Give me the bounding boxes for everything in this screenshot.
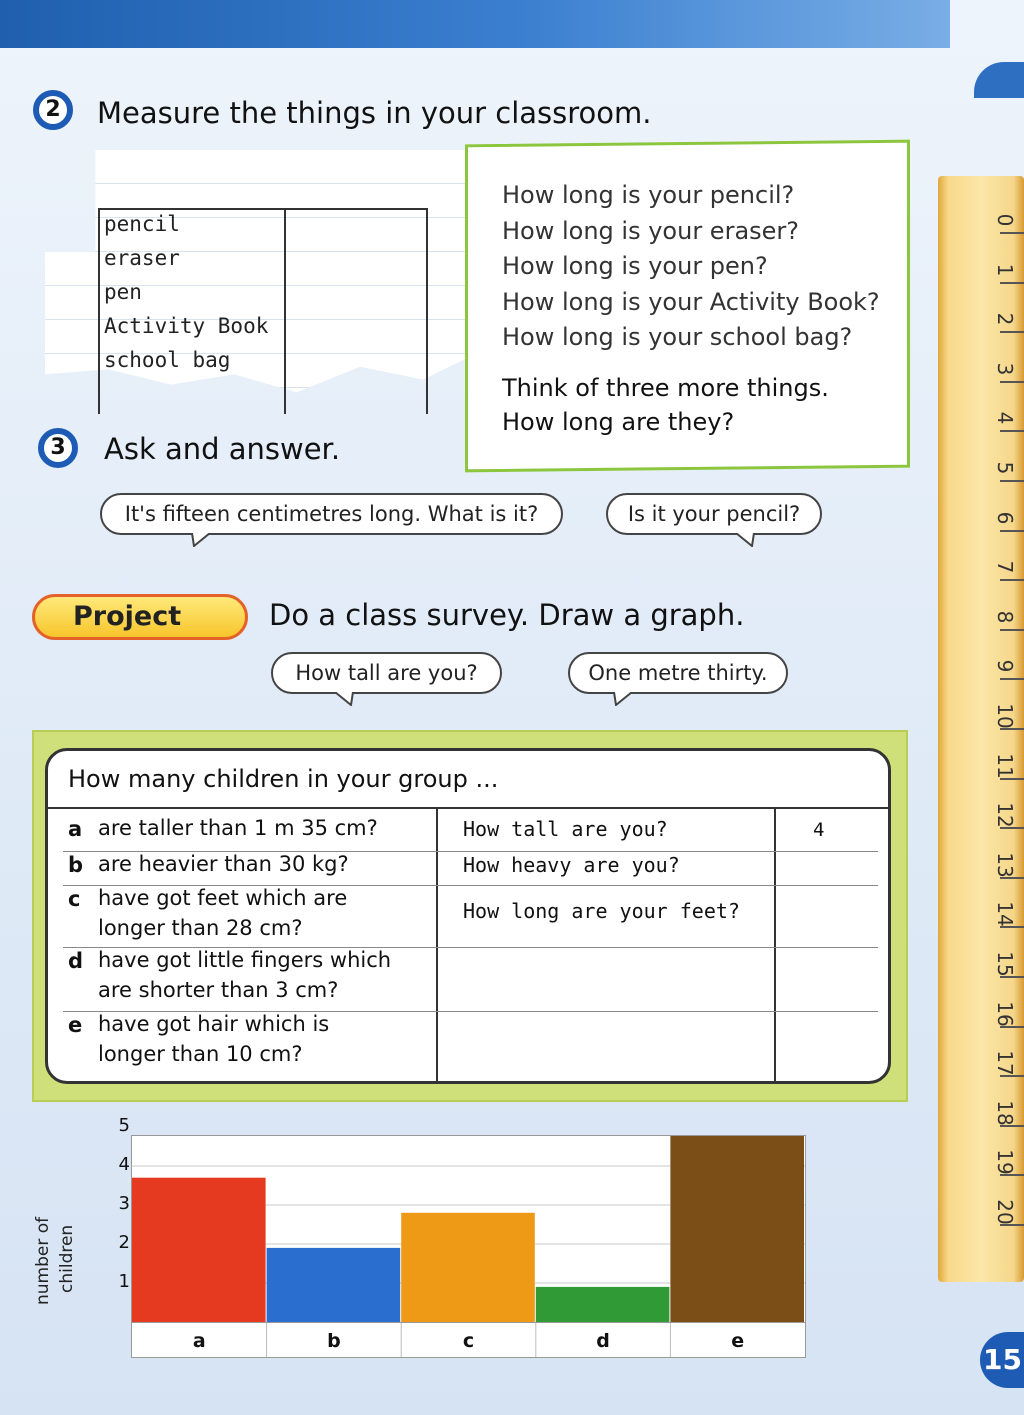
survey-row-letter: e [68, 1013, 83, 1037]
ruler-tick [1000, 282, 1024, 284]
bar-b [267, 1248, 401, 1322]
question-line: How long is your eraser? [502, 216, 800, 245]
ruler-number: 6 [993, 511, 1017, 524]
ruler-number: 19 [993, 1149, 1017, 1176]
speech-bubble-question [100, 493, 563, 535]
ruler-tick [1000, 1174, 1024, 1176]
measure-table [98, 208, 428, 414]
ruler-tick [1000, 629, 1024, 631]
graph-y-axis-label [28, 1185, 86, 1305]
ruler-number: 10 [993, 703, 1017, 729]
measure-item: school bag [104, 348, 231, 372]
bar-c [401, 1213, 535, 1322]
bar-e [670, 1136, 804, 1322]
measure-item: eraser [104, 246, 180, 270]
y-tick-label: 2 [118, 1232, 130, 1253]
ruler-tick [1000, 1125, 1024, 1127]
ruler-number: 4 [993, 412, 1017, 425]
ruler-number: 20 [993, 1199, 1017, 1225]
survey-row-letter: a [68, 817, 83, 841]
ruler-number: 1 [993, 263, 1017, 276]
top-banner [0, 0, 950, 48]
ruler-number: 15 [993, 951, 1017, 977]
graph-category-row [131, 1322, 806, 1358]
survey-table [45, 748, 891, 1084]
survey-row-question: are shorter than 3 cm? [98, 978, 339, 1002]
ruler-number: 13 [993, 852, 1017, 878]
graph-y-axis-label-line-2: children [57, 1224, 77, 1293]
survey-row-ask: How tall are you? [463, 817, 668, 841]
survey-header-line [48, 807, 888, 809]
ruler-tick [1000, 1224, 1024, 1226]
speech-bubble-answer-text: Is it your pencil? [627, 502, 801, 526]
survey-title: How many children in your group ... [68, 765, 499, 793]
survey-row-ask: How long are your feet? [463, 899, 740, 923]
y-tick-label: 5 [118, 1115, 130, 1136]
category-label: b [327, 1330, 341, 1352]
ruler-tick [1000, 728, 1024, 730]
ruler-number: 11 [993, 752, 1017, 779]
y-tick-label: 4 [118, 1154, 130, 1175]
bar-graph [131, 1135, 806, 1323]
survey-row-letter: d [68, 949, 84, 973]
project-text: Do a class survey. Draw a graph. [269, 598, 745, 632]
survey-row-question: are heavier than 30 kg? [98, 852, 349, 876]
survey-column-divider [436, 807, 438, 1081]
question-line: How long is your Activity Book? [502, 287, 880, 316]
section-3-title: Ask and answer. [104, 432, 341, 466]
ruler-tick [1000, 1075, 1024, 1077]
category-label: a [192, 1330, 206, 1352]
survey-row-question: longer than 10 cm? [98, 1042, 303, 1066]
ruler-number: 12 [993, 802, 1017, 828]
measure-table-divider [284, 210, 286, 414]
ruler-tick [1000, 1026, 1024, 1028]
ruler-number: 16 [993, 1000, 1017, 1027]
survey-row-letter: c [68, 887, 81, 911]
ruler-number: 2 [993, 312, 1017, 326]
ruler-tick [1000, 480, 1024, 482]
survey-row-question: longer than 28 cm? [98, 916, 303, 940]
ruler-tick [1000, 827, 1024, 829]
speech-bubble-question-text: It's fifteen centimetres long. What is it? [124, 502, 539, 526]
ruler-tick [1000, 232, 1024, 234]
ruler-tick [1000, 976, 1024, 978]
section-3-badge: 3 [38, 428, 78, 468]
bar-d [536, 1287, 670, 1322]
project-label: Project [32, 594, 248, 640]
corner-tab [974, 62, 1024, 98]
survey-row-question: have got feet which are [98, 886, 348, 910]
measure-item: Activity Book [104, 314, 269, 338]
think-line-2: How long are they? [502, 408, 735, 436]
ruler-tick [1000, 530, 1024, 532]
speech-bubble-height-answer-text: One metre thirty. [588, 661, 768, 685]
survey-row-tally: 4 [813, 819, 825, 841]
ruler-number: 14 [993, 901, 1017, 928]
ruler-number: 9 [993, 660, 1017, 673]
question-line: How long is your school bag? [502, 323, 853, 351]
ruler-tick [1000, 877, 1024, 879]
ruler-tick [1000, 926, 1024, 928]
survey-row-ask: How heavy are you? [463, 853, 680, 877]
bubble-tail-icon [190, 533, 212, 547]
speech-bubble-height-question [271, 652, 502, 694]
ruler-number: 18 [993, 1100, 1017, 1126]
measure-item: pencil [104, 212, 180, 236]
question-line: How long is your pen? [502, 252, 768, 280]
ruler-tick [1000, 678, 1024, 680]
think-line-1: Think of three more things. [502, 374, 829, 402]
bubble-tail-icon [734, 533, 756, 547]
bar-a [132, 1178, 266, 1322]
category-label: c [462, 1330, 475, 1352]
speech-bubble-height-question-text: How tall are you? [295, 661, 478, 685]
category-label: e [731, 1330, 745, 1352]
section-2-badge: 2 [33, 90, 73, 130]
ruler-tick [1000, 331, 1024, 333]
bubble-tail-icon [333, 692, 355, 706]
ruler-number: 8 [993, 610, 1017, 624]
ruler-number: 5 [993, 461, 1017, 475]
y-tick-label: 1 [118, 1271, 130, 1292]
y-tick-label: 3 [118, 1193, 130, 1214]
survey-row-question: have got hair which is [98, 1012, 330, 1036]
section-2-title: Measure the things in your classroom. [97, 96, 652, 130]
ruler-tick [1000, 778, 1024, 780]
question-line: How long is your pencil? [502, 181, 795, 209]
survey-row-letter: b [68, 853, 84, 877]
ruler-number: 0 [993, 213, 1017, 227]
measure-item: pen [104, 280, 142, 304]
category-label: d [596, 1330, 610, 1352]
survey-row-question: have got little fingers which [98, 948, 392, 972]
speech-bubble-answer [606, 493, 822, 535]
ruler-number: 3 [993, 362, 1017, 376]
survey-column-divider [774, 807, 776, 1081]
ruler-number: 7 [993, 560, 1017, 574]
survey-row-question: are taller than 1 m 35 cm? [98, 816, 378, 840]
ruler-tick [1000, 430, 1024, 432]
ruler-number: 17 [993, 1050, 1017, 1076]
bubble-tail-icon [612, 692, 634, 706]
graph-y-axis-label-line-1: number of [33, 1216, 53, 1305]
ruler-tick [1000, 579, 1024, 581]
page-number: 15 [980, 1332, 1024, 1388]
speech-bubble-height-answer [568, 652, 788, 694]
ruler-tick [1000, 381, 1024, 383]
